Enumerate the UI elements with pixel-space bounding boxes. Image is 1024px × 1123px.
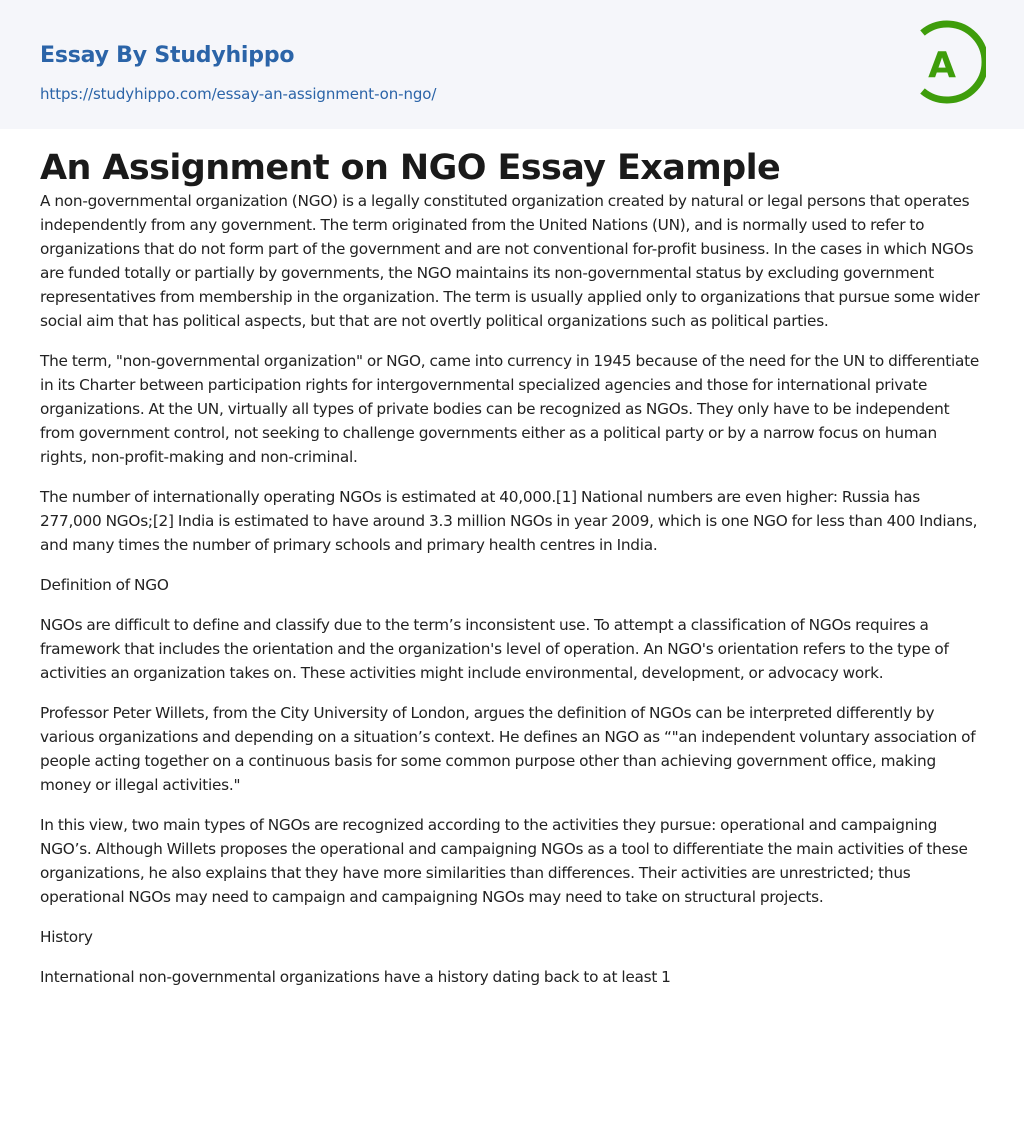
essay-url-link[interactable]: https://studyhippo.com/essay-an-assignment-on-ngo/ <box>40 85 437 103</box>
paragraph-willets: Professor Peter Willets, from the City University of London, argues the definition of NGOs can be interpreted differently by various organizations and depending on a situation’s context. He defines an NGO as “"an independent voluntary association of people acting together on a continuous basis for some common purpose other than achieving government office, making money or illegal activities." <box>40 704 976 794</box>
logo-letter: A <box>928 45 956 86</box>
site-header <box>0 0 1024 129</box>
site-title[interactable]: Essay By Studyhippo <box>40 43 295 68</box>
paragraph-intro: A non-governmental organization (NGO) is a legally constituted organization created by natural or legal persons that operates independently from any government. The term originated from the United Nations (UN), and is normally used to refer to organizations that do not form part of the government and are not conventional for-profit business. In the cases in which NGOs are funded totally or partially by governments, the NGO maintains its non-governmental status by excluding government representatives from membership in the organization. The term is usually applied only to organizations that pursue some wider social aim that has political aspects, but that are not overtly political organizations such as political parties. <box>40 192 980 330</box>
article-content <box>0 129 1024 989</box>
paragraph-ngo-numbers: The number of internationally operating NGOs is estimated at 40,000.[1] National numbers are even higher: Russia has 277,000 NGOs;[2] India is estimated to have around 3.3 million NGOs in year 2009, which is one NGO for less than 400 Indians, and many times the number of primary schools and primary health centres in India. <box>40 488 978 554</box>
page-title: An Assignment on NGO Essay Example <box>40 148 781 188</box>
section-heading-definition: Definition of NGO <box>40 576 169 594</box>
paragraph-ngo-types: In this view, two main types of NGOs are recognized according to the activities they pursue: operational and campaigning NGO’s. Although Willets proposes the operational and campaigning NGOs as a tool to differentiate the main activities of these organizations, he also explains that they have more similarities than differences. Their activities are unrestricted; thus operational NGOs may need to campaign and campaigning NGOs may need to take on structural projects. <box>40 816 968 906</box>
studyhippo-logo-icon[interactable] <box>916 19 986 105</box>
paragraph-definition: NGOs are difficult to define and classify due to the term’s inconsistent use. To attempt a classification of NGOs requires a framework that includes the orientation and the organization's level of operation. An NGO's orientation refers to the type of activities an organization takes on. These activities might include environmental, development, or advocacy work. <box>40 616 949 682</box>
paragraph-term-origin: The term, "non-governmental organization" or NGO, came into currency in 1945 because of the need for the UN to differentiate in its Charter between participation rights for intergovernmental specialized agencies and those for international private organizations. At the UN, virtually all types of private bodies can be recognized as NGOs. They only have to be independent from government control, not seeking to challenge governments either as a political party or by a narrow focus on human rights, non-profit-making and non-criminal. <box>40 352 980 466</box>
section-heading-history: History <box>40 928 93 946</box>
paragraph-history: International non-governmental organizations have a history dating back to at least 1 <box>40 968 671 986</box>
